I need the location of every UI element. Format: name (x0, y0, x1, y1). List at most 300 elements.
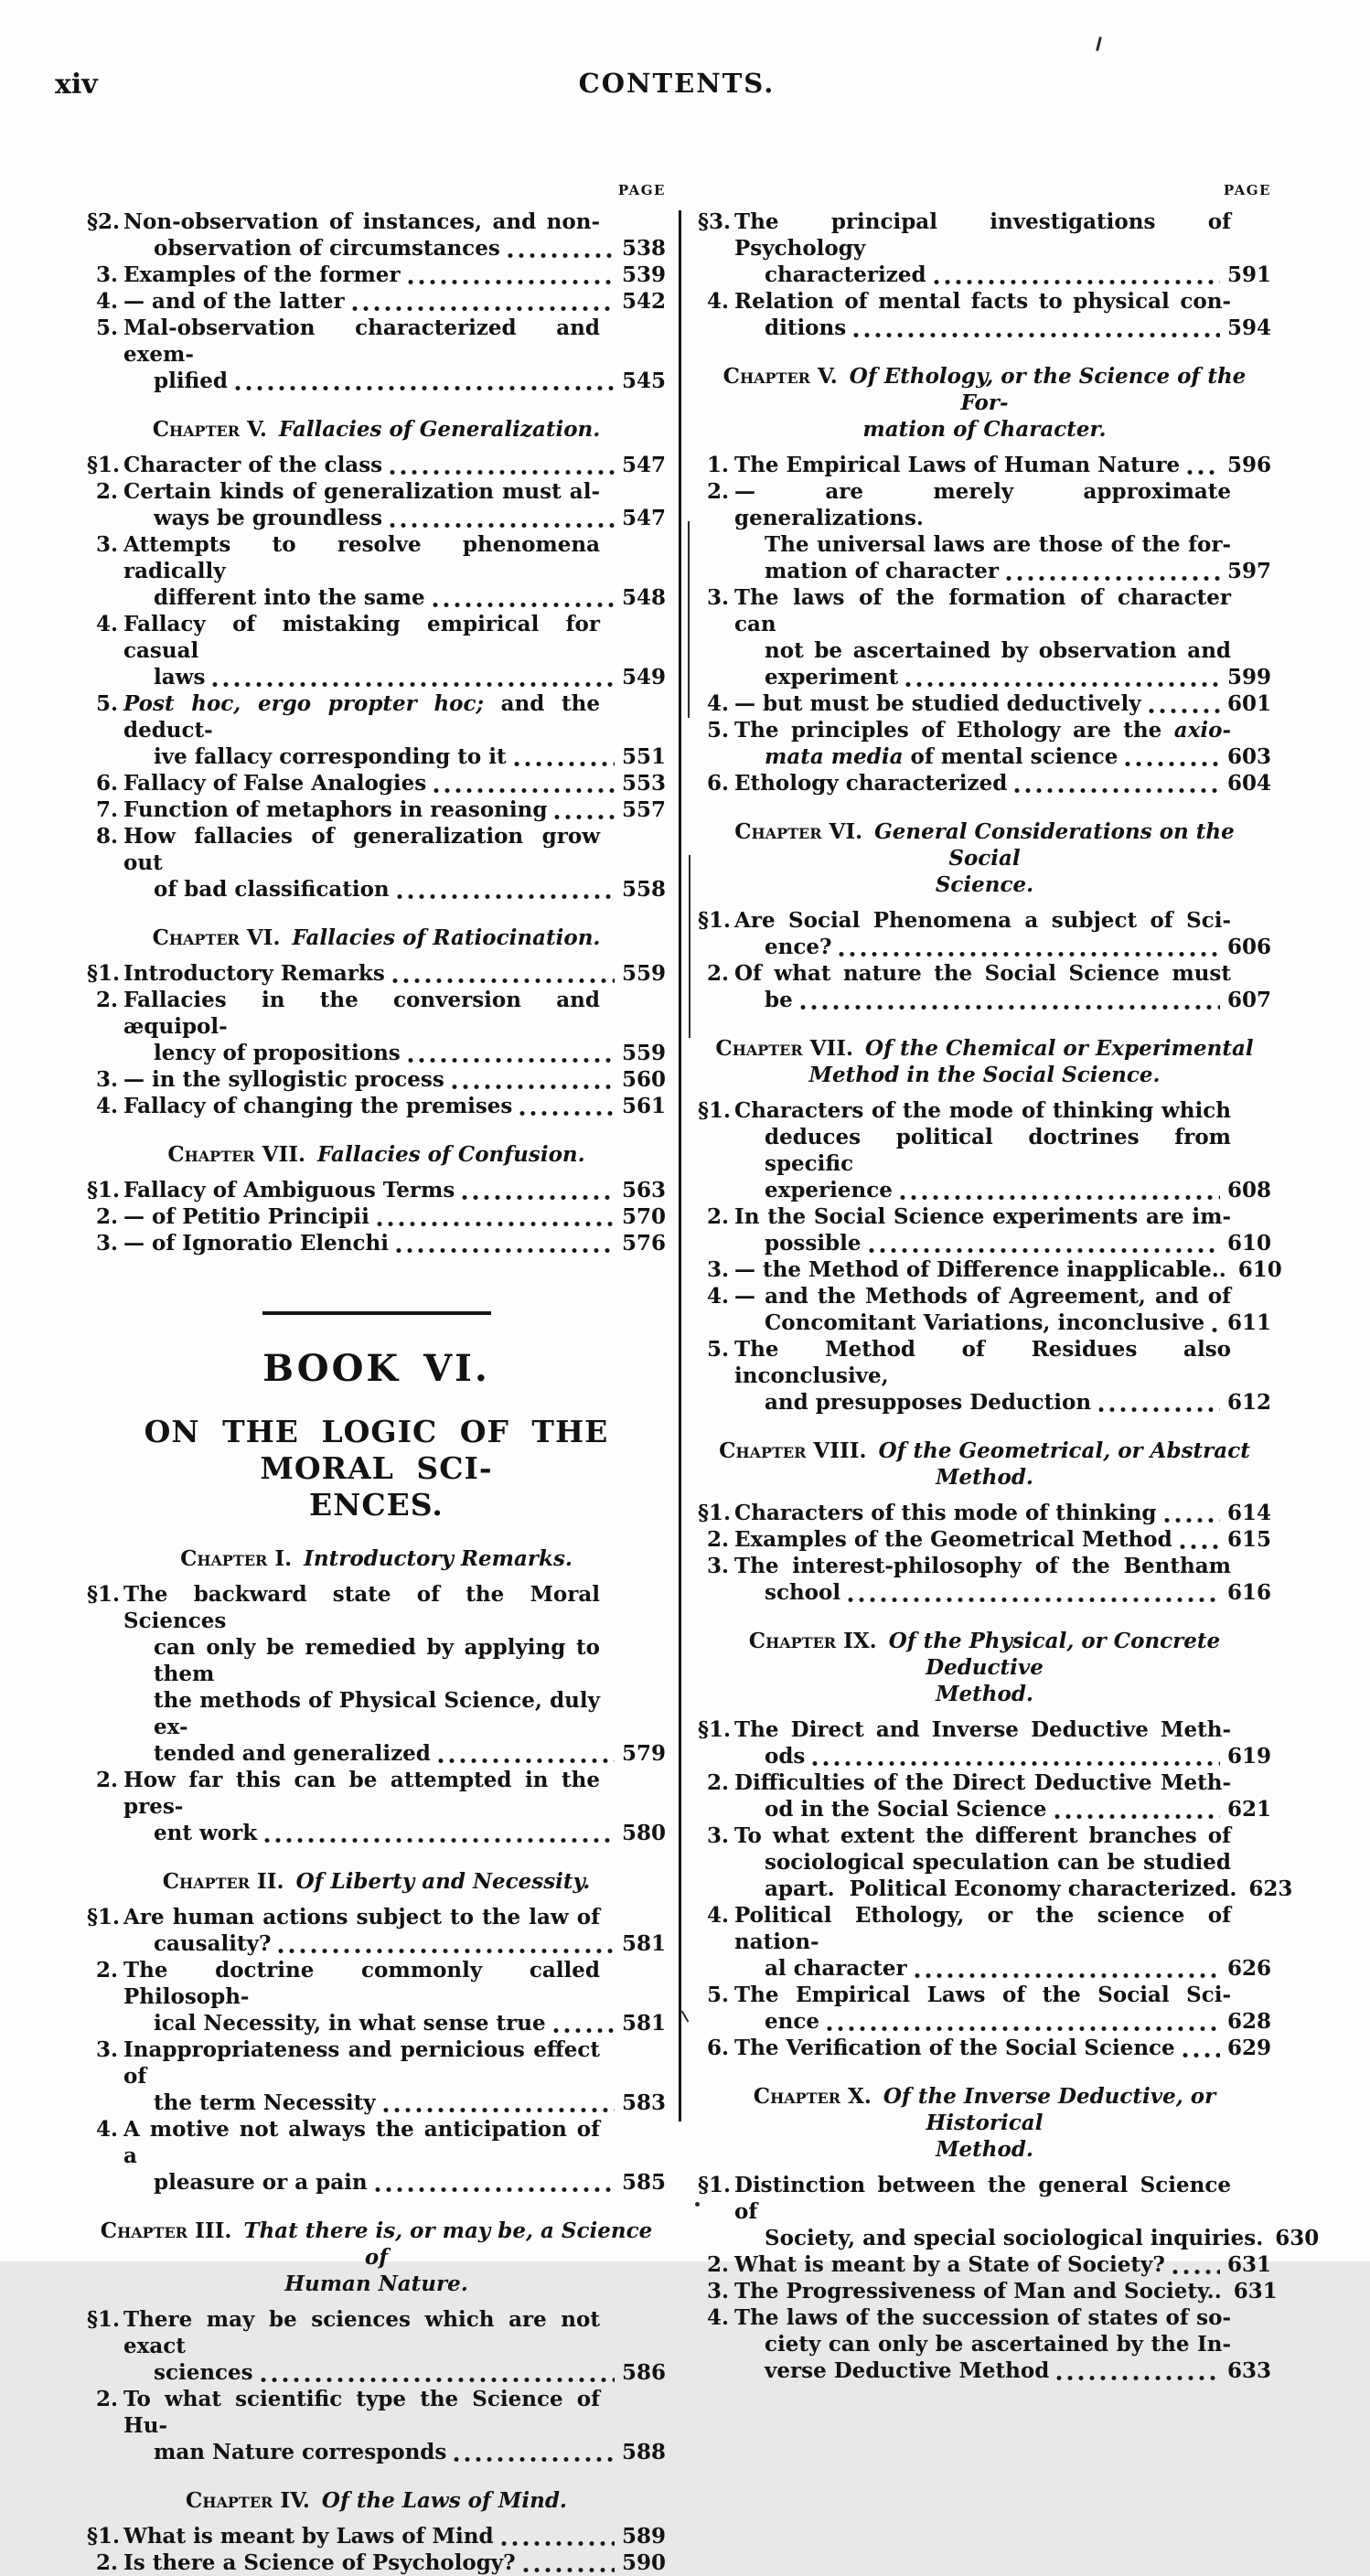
entry-number: §1. (698, 1501, 732, 1525)
entry-line: The backward state of the Moral Sciences (123, 1582, 600, 1633)
page-number: 608 (1226, 1178, 1271, 1202)
chapter-title: Of the Physical, or Concrete Deductive (888, 1629, 1221, 1680)
entry-text: possible (765, 1231, 862, 1256)
entry-line (154, 876, 666, 903)
page-number: 629 (1226, 2036, 1271, 2060)
dot-leader (1052, 1812, 1220, 1819)
chapter-title-continued (698, 416, 1271, 443)
entry-text: apart. Political Economy characterized. (765, 1876, 1237, 1901)
toc-entry (698, 2035, 1271, 2061)
chapter-title: Of the Chemical or Experimental (865, 1036, 1254, 1061)
chapter-heading (698, 363, 1271, 443)
entry-line (123, 770, 666, 796)
dot-leader (1184, 468, 1220, 475)
entry-line: How far this can be attempted in the pres- (123, 1768, 600, 1819)
entry-line: How fallacies of generalization grow out (123, 824, 600, 875)
dot-leader (1180, 2051, 1220, 2058)
chapter-title: General Considerations on the Social (874, 819, 1235, 871)
entry-text: mata media of mental science (765, 744, 1118, 769)
toc-entry (698, 1716, 1271, 1769)
entry-line (734, 1500, 1271, 1526)
dot-leader (824, 2025, 1220, 2031)
entry-number: 2. (706, 479, 729, 504)
toc-entry (87, 2306, 666, 2386)
chapter-title-continued (698, 1062, 1271, 1088)
entry-line (154, 235, 666, 262)
entry-text: — of Ignoratio Elenchi (123, 1231, 389, 1256)
entry-line (123, 796, 666, 823)
entry-line (123, 288, 666, 315)
book-heading: BOOK VI. (262, 1347, 490, 1390)
entry-line: Characters of the mode of thinking which (734, 1098, 1231, 1123)
toc-entry (698, 770, 1271, 796)
page-title: CONTENTS. (578, 68, 776, 99)
page-number: 599 (1226, 665, 1271, 689)
entry-number: §1. (87, 2524, 121, 2549)
page-number: 619 (1226, 1744, 1271, 1769)
toc-entry (698, 208, 1271, 288)
toc-entry (698, 2304, 1271, 2384)
chapter-title: Of the Geometrical, or Abstract (878, 1438, 1250, 1463)
entry-text: characterized (765, 262, 926, 287)
dot-leader (262, 1836, 615, 1843)
entry-text: of bad classification (154, 877, 390, 902)
toc-entry (698, 1500, 1271, 1526)
page-number: 558 (621, 877, 666, 902)
entry-line: Post hoc, ergo propter hoc; and the deduct- (123, 691, 600, 743)
entry-line: In the Social Science experiments are im- (734, 1204, 1231, 1229)
dot-leader (1011, 786, 1220, 793)
chapter-title: Of the Laws of Mind. (321, 2488, 567, 2513)
chapter-label: Chapter V. (152, 417, 267, 442)
entry-text: al character (765, 1956, 907, 1981)
entry-text: plified (154, 369, 228, 393)
entry-line (765, 315, 1271, 341)
page-number: 583 (621, 2090, 666, 2115)
chapter-label: Chapter VIII. (719, 1438, 867, 1463)
entry-number: 2. (95, 2550, 118, 2575)
entry-text: Concomitant Variations, inconclusive (765, 1310, 1205, 1335)
chapter-heading (87, 1141, 666, 1168)
entry-text: Character of the class (123, 453, 383, 477)
toc-entry (87, 1066, 666, 1093)
page-number: 590 (621, 2550, 666, 2575)
entry-line (765, 743, 1271, 770)
contents-column-right (698, 181, 1320, 2384)
entry-line: To what extent the different branches of (734, 1823, 1231, 1848)
toc-entry (698, 1982, 1271, 2035)
entry-number: 2. (95, 1768, 118, 1792)
chapter-heading-line (698, 363, 1271, 416)
book-title-line: ON THE LOGIC OF THE MORAL SCI- (144, 1414, 609, 1486)
entry-line (734, 2035, 1271, 2061)
toc-entry (698, 2278, 1278, 2304)
entry-line: The Method of Residues also inconclusive, (734, 1337, 1231, 1388)
entry-number: 4. (95, 289, 118, 314)
chapter-title: That there is, or may be, a Science of (243, 2218, 653, 2270)
page-number: 548 (621, 585, 666, 610)
chapter-heading-line (698, 1628, 1271, 1681)
toc-entry (698, 2251, 1271, 2278)
entry-number: 4. (95, 2117, 118, 2142)
entry-number: 4. (706, 1284, 729, 1309)
entry-line: The doctrine commonly called Philosoph- (123, 1958, 600, 2009)
chapter-title-continued (87, 2271, 666, 2297)
toc-entry (87, 690, 666, 770)
dot-leader (520, 2566, 615, 2572)
chapter-heading-line (87, 1868, 666, 1895)
entry-line (154, 368, 666, 394)
toc-entry (698, 2172, 1320, 2251)
entry-number: 4. (706, 1903, 729, 1928)
entry-line: ciety can only be ascertained by the In- (765, 2332, 1231, 2357)
page-number: 570 (621, 1204, 666, 1229)
entry-text: ence? (765, 935, 832, 959)
entry-text: — the Method of Difference inapplicable.. (734, 1257, 1226, 1282)
dot-leader (405, 278, 615, 284)
entry-line (123, 1093, 666, 1119)
chapter-label: Chapter IV. (186, 2488, 310, 2513)
entry-line (123, 262, 666, 288)
entry-line: Fallacy of mistaking empirical for casual (123, 612, 600, 663)
entry-line: Mal-observation characterized and exem- (123, 315, 600, 367)
chapter-heading (698, 818, 1271, 898)
section-divider-rule (262, 1311, 491, 1315)
toc-entry (698, 717, 1271, 770)
entry-line: Attempts to resolve phenomena radically (123, 532, 600, 583)
entry-text: verse Deductive Method (765, 2358, 1050, 2383)
page-number: 614 (1226, 1501, 1271, 1525)
dot-leader (393, 1246, 615, 1253)
entry-number: 2. (95, 1958, 118, 1983)
entry-text: and presupposes Deduction (765, 1390, 1092, 1415)
page-number: 633 (1226, 2358, 1271, 2383)
entry-line (123, 1230, 666, 1256)
entry-line (765, 2008, 1271, 2035)
page-number: 549 (621, 665, 666, 689)
entry-number: §2. (87, 209, 121, 234)
entry-text: ive fallacy corresponding to it (154, 744, 507, 769)
entry-line (123, 2549, 666, 2576)
toc-entry (698, 1553, 1271, 1606)
dot-leader (866, 1246, 1220, 1253)
entry-line (154, 584, 666, 611)
dot-leader (232, 384, 615, 390)
toc-entry (87, 823, 666, 903)
dot-leader (551, 813, 615, 819)
entry-number: 2. (706, 1770, 729, 1795)
entry-text: Fallacy of Ambiguous Terms (123, 1178, 455, 1202)
entry-line: Political Ethology, or the science of nation- (734, 1903, 1231, 1954)
page-number: 591 (1226, 262, 1271, 287)
entry-line (765, 262, 1271, 288)
entry-number: §3. (698, 209, 732, 234)
chapter-heading-line (698, 1035, 1271, 1062)
entry-line: Non-observation of instances, and non- (123, 209, 600, 234)
chapter-title-continued (698, 871, 1271, 898)
page-number: 589 (621, 2524, 666, 2549)
entry-line: — and the Methods of Agreement, and of (734, 1284, 1231, 1309)
entry-line (154, 2010, 666, 2036)
entry-text: laws (154, 665, 206, 689)
toc-entry (87, 611, 666, 690)
page-number: 630 (1275, 2226, 1320, 2250)
entry-line: the methods of Physical Science, duly ex- (154, 1688, 600, 1739)
entry-number: 2. (706, 1204, 729, 1229)
dot-leader (809, 1759, 1220, 1766)
chapter-heading-line (87, 2487, 666, 2514)
chapter-title: mation of Character. (862, 417, 1107, 442)
dot-leader (1146, 707, 1220, 713)
entry-number: §1. (698, 2173, 732, 2197)
entry-line: A motive not always the anticipation of a (123, 2117, 600, 2168)
entry-line (765, 1796, 1271, 1822)
dot-leader (903, 680, 1220, 687)
toc-entry (698, 1283, 1271, 1336)
chapter-label: Chapter VII. (715, 1036, 854, 1061)
toc-entry (698, 1336, 1271, 1416)
entry-number: 4. (706, 691, 729, 716)
entry-line (765, 1309, 1271, 1336)
page-number: 601 (1226, 691, 1271, 716)
chapter-label: Chapter II. (162, 1869, 284, 1894)
dot-leader (912, 1972, 1220, 1978)
toc-entry (698, 907, 1271, 960)
toc-entry (87, 315, 666, 394)
chapter-heading (698, 1438, 1271, 1491)
entry-line: Fallacies in the conversion and æquipol- (123, 988, 600, 1039)
entry-number: 4. (95, 612, 118, 636)
page-number: 547 (621, 453, 666, 477)
entry-line: Distinction between the general Science of (734, 2173, 1231, 2224)
entry-line (123, 960, 666, 987)
scan-artifact-line (688, 521, 690, 718)
chapter-title: Human Nature. (284, 2271, 468, 2296)
toc-entry (87, 2523, 666, 2549)
dot-leader (349, 305, 615, 311)
page-number: 607 (1226, 988, 1271, 1012)
entry-number: 2. (95, 1204, 118, 1229)
dot-leader (931, 278, 1220, 284)
toc-entry (87, 1177, 666, 1203)
entry-line: The Empirical Laws of the Social Sci- (734, 1983, 1231, 2007)
entry-line: sociological speculation can be studied (765, 1850, 1231, 1875)
toc-entry (87, 2116, 666, 2196)
entry-text: The Verification of the Social Science (734, 2036, 1175, 2060)
scan-artifact-line (689, 855, 690, 1038)
page-number: 610 (1237, 1257, 1282, 1282)
entry-line (765, 1579, 1271, 1606)
entry-line: not be ascertained by observation and (765, 638, 1231, 663)
chapter-heading (87, 1868, 666, 1895)
toc-entry (698, 1526, 1271, 1553)
entry-line (154, 1740, 666, 1767)
toc-entry (87, 1093, 666, 1119)
entry-line (123, 2523, 666, 2549)
entry-number: §1. (698, 1717, 732, 1742)
entry-number: 3. (95, 1067, 118, 1092)
entry-line (154, 2169, 666, 2196)
entry-line (154, 505, 666, 531)
entry-line: Relation of mental facts to physical con- (734, 289, 1231, 314)
page-number: 626 (1226, 1956, 1271, 1981)
entry-text: What is meant by Laws of Mind (123, 2524, 494, 2549)
entry-line: Are Social Phenomena a subject of Sci- (734, 908, 1231, 933)
entry-line (765, 2225, 1320, 2251)
dot-leader (1161, 1516, 1220, 1523)
toc-entry (87, 987, 666, 1066)
dot-leader (797, 1003, 1220, 1010)
page-number: 560 (621, 1067, 666, 1092)
entry-line (765, 558, 1271, 584)
dot-leader (430, 601, 615, 607)
entry-line (734, 1256, 1282, 1283)
dot-leader (390, 977, 615, 983)
chapter-heading (698, 1628, 1271, 1707)
dot-leader (836, 950, 1220, 957)
entry-line: The universal laws are those of the for- (765, 532, 1231, 557)
chapter-label: Chapter V. (722, 364, 838, 389)
dot-leader (209, 680, 615, 687)
toc-entry (87, 2549, 666, 2576)
entry-number: 5. (95, 691, 118, 716)
entry-line: — are merely approximate generalizations. (734, 479, 1231, 530)
entry-text: experiment (765, 665, 899, 689)
entry-line: The laws of the formation of character can (734, 585, 1231, 636)
page-number: 576 (621, 1231, 666, 1256)
entry-line (123, 1203, 666, 1230)
page-number: 588 (621, 2440, 666, 2464)
page-number: 580 (621, 1821, 666, 1845)
entry-text: ence (765, 2009, 819, 2034)
chapter-title-continued (698, 2136, 1271, 2163)
entry-text: Function of metaphors in reasoning (123, 797, 548, 822)
entry-text: causality? (154, 1931, 272, 1956)
entry-line (734, 2251, 1271, 2278)
chapter-title-continued (698, 1464, 1271, 1491)
chapter-heading-line (698, 818, 1271, 871)
entry-line (154, 664, 666, 690)
dot-leader (1209, 1326, 1220, 1332)
entry-text: ditions (765, 315, 847, 340)
chapter-title: Of the Inverse Deductive, or Historical (883, 2084, 1216, 2135)
entry-number: 3. (95, 532, 118, 557)
entry-text: The Progressiveness of Man and Society.. (734, 2279, 1222, 2303)
chapter-heading-line (87, 416, 666, 443)
entry-line (734, 452, 1271, 478)
entry-text: Characters of this mode of thinking (734, 1501, 1157, 1525)
chapter-label: Chapter III. (100, 2218, 232, 2243)
toc-entry (698, 1769, 1271, 1822)
entry-line (734, 2278, 1278, 2304)
toc-entry (87, 770, 666, 796)
toc-entry (698, 452, 1271, 478)
toc-entry (87, 2036, 666, 2116)
chapter-heading (87, 416, 666, 443)
dot-leader (387, 468, 615, 475)
entry-line (765, 2357, 1271, 2384)
dot-leader (459, 1193, 615, 1200)
entry-number: 2. (706, 2252, 729, 2277)
entry-text: observation of circumstances (154, 236, 500, 261)
page-number: 551 (621, 744, 666, 769)
chapter-label: Chapter VII. (167, 1142, 305, 1167)
entry-number: 5. (706, 1337, 729, 1362)
toc-entry (698, 1256, 1282, 1283)
page-column-label: PAGE (1223, 182, 1271, 198)
entry-text: lency of propositions (154, 1041, 401, 1065)
entry-line (765, 1177, 1271, 1203)
dot-leader (405, 1056, 615, 1063)
entry-text: — but must be studied deductively (734, 691, 1141, 716)
entry-text: man Nature corresponds (154, 2440, 447, 2464)
entry-number: §1. (87, 2307, 121, 2332)
toc-entry (698, 1203, 1271, 1256)
dot-leader (1003, 574, 1220, 581)
entry-text: Fallacy of changing the premises (123, 1094, 513, 1118)
entry-number: §1. (87, 961, 121, 986)
entry-text: — and of the latter (123, 289, 345, 314)
entry-line (765, 1743, 1271, 1769)
chapter-heading-line (698, 1438, 1271, 1464)
entry-line (765, 1876, 1293, 1902)
scan-artifact-speck (695, 2202, 700, 2207)
entry-line: The Direct and Inverse Deductive Meth- (734, 1717, 1231, 1742)
entry-text: Is there a Science of Psychology? (123, 2550, 516, 2575)
entry-line: The principles of Ethology are the axio- (734, 718, 1231, 743)
entry-line: Difficulties of the Direct Deductive Meth- (734, 1770, 1231, 1795)
entry-line (154, 1930, 666, 1957)
entry-number: 3. (95, 2037, 118, 2062)
dot-leader (387, 521, 615, 528)
page-number: 561 (621, 1094, 666, 1118)
chapter-heading-line (87, 925, 666, 951)
toc-entry (87, 960, 666, 987)
page-number: 597 (1226, 559, 1271, 583)
page-number: 581 (621, 1931, 666, 1956)
entry-text: Examples of the Geometrical Method (734, 1527, 1172, 1552)
toc-entry (698, 1822, 1293, 1902)
toc-entry (698, 478, 1271, 584)
entry-line (734, 1526, 1271, 1553)
entry-number: 2. (95, 2387, 118, 2411)
entry-line (154, 2439, 666, 2465)
entry-number: 2. (95, 479, 118, 504)
toc-entry (698, 288, 1271, 341)
entry-number: 3. (95, 262, 118, 287)
entry-number: 4. (706, 289, 729, 314)
toc-entry (698, 690, 1271, 717)
entry-number: 2. (706, 1527, 729, 1552)
entry-text: od in the Social Science (765, 1797, 1047, 1822)
dot-leader (498, 2539, 615, 2546)
entry-text: sciences (154, 2360, 253, 2385)
column-divider-rule (679, 210, 681, 2122)
page-number: 579 (621, 1741, 666, 1766)
dot-leader (1170, 2268, 1220, 2274)
entry-text: mation of character (765, 559, 999, 583)
page-number: 628 (1226, 2009, 1271, 2034)
dot-leader (451, 2455, 615, 2462)
page-column-label: PAGE (617, 182, 666, 198)
chapter-heading-line (87, 1141, 666, 1168)
toc-entry (698, 584, 1271, 690)
entry-number: 3. (706, 1823, 729, 1848)
entry-text: Society, and special sociological inquiries. (765, 2226, 1264, 2250)
chapter-heading (87, 2218, 666, 2297)
entry-number: 1. (706, 453, 729, 477)
entry-line (765, 987, 1271, 1013)
